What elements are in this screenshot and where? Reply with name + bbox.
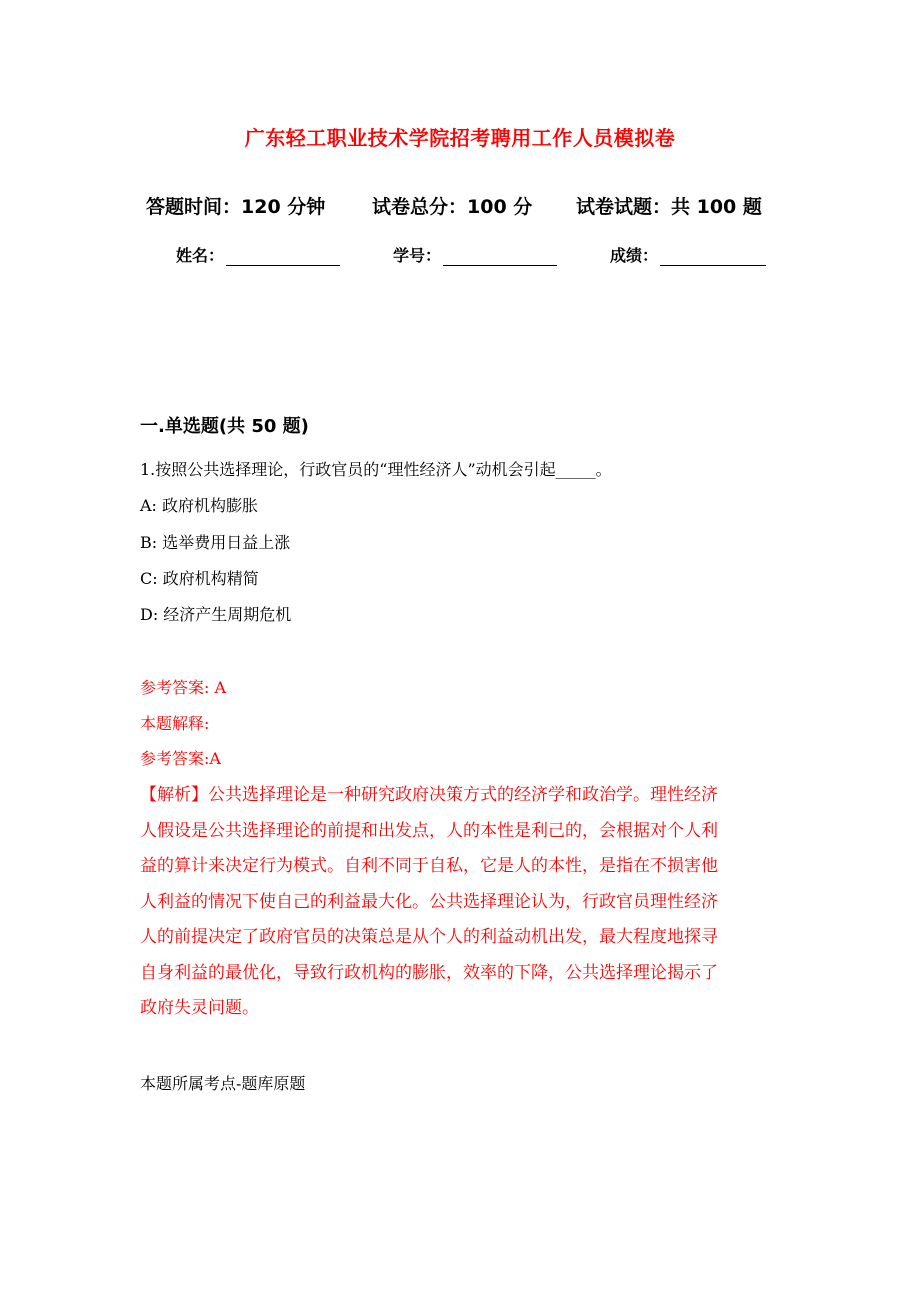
student-id-label: 学号： (393, 246, 442, 265)
question-topic: 本题所属考点-题库原题 (140, 1074, 306, 1093)
student-info-row (176, 243, 776, 267)
name-field[interactable] (176, 243, 340, 266)
name-blank[interactable] (226, 247, 340, 266)
analysis-line: 人假设是公共选择理论的前提和出发点，人的本性是利己的，会根据对个人利 (140, 820, 718, 841)
student-id-blank[interactable] (443, 247, 557, 266)
option-a[interactable]: A: 政府机构膨胀 (140, 496, 259, 515)
analysis-line: 人利益的情况下使自己的利益最大化。公共选择理论认为，行政官员理性经济 (140, 891, 718, 912)
section-title: 一.单选题(共 50 题) (140, 416, 309, 437)
exam-total-score: 试卷总分：100 分 (372, 196, 533, 218)
question-stem: 1.按照公共选择理论，行政官员的“理性经济人”动机会引起_____。 (140, 460, 612, 479)
analysis-line: 益的算计来决定行为模式。自利不同于自私，它是人的本性，是指在不损害他 (140, 856, 718, 876)
student-id-field[interactable] (393, 243, 557, 266)
name-label: 姓名： (176, 246, 225, 265)
grade-label: 成绩： (610, 246, 659, 265)
analysis-line: 【解析】公共选择理论是一种研究政府决策方式的经济学和政治学。理性经济 (140, 785, 718, 805)
option-c[interactable]: C: 政府机构精简 (140, 569, 259, 588)
analysis-block (140, 778, 780, 1027)
reference-answer: 参考答案: A (140, 678, 227, 697)
grade-blank[interactable] (660, 247, 766, 266)
reference-answer-repeat: 参考答案:A (140, 749, 221, 768)
exam-info-row (146, 192, 786, 219)
exam-question-count: 试卷试题：共 100 题 (576, 196, 762, 218)
grade-field[interactable] (610, 243, 766, 266)
analysis-line: 政府失灵问题。 (140, 998, 259, 1018)
analysis-line: 人的前提决定了政府官员的决策总是从个人的利益动机出发，最大程度地探寻 (140, 927, 718, 947)
option-d[interactable]: D: 经济产生周期危机 (140, 605, 292, 624)
explanation-label: 本题解释: (140, 714, 210, 733)
option-b[interactable]: B: 选举费用日益上涨 (140, 533, 291, 552)
analysis-line: 自身利益的最优化，导致行政机构的膨胀，效率的下降，公共选择理论揭示了 (140, 962, 718, 983)
exam-time: 答题时间：120 分钟 (146, 196, 326, 218)
exam-title: 广东轻工职业技术学院招考聘用工作人员模拟卷 (244, 126, 676, 150)
